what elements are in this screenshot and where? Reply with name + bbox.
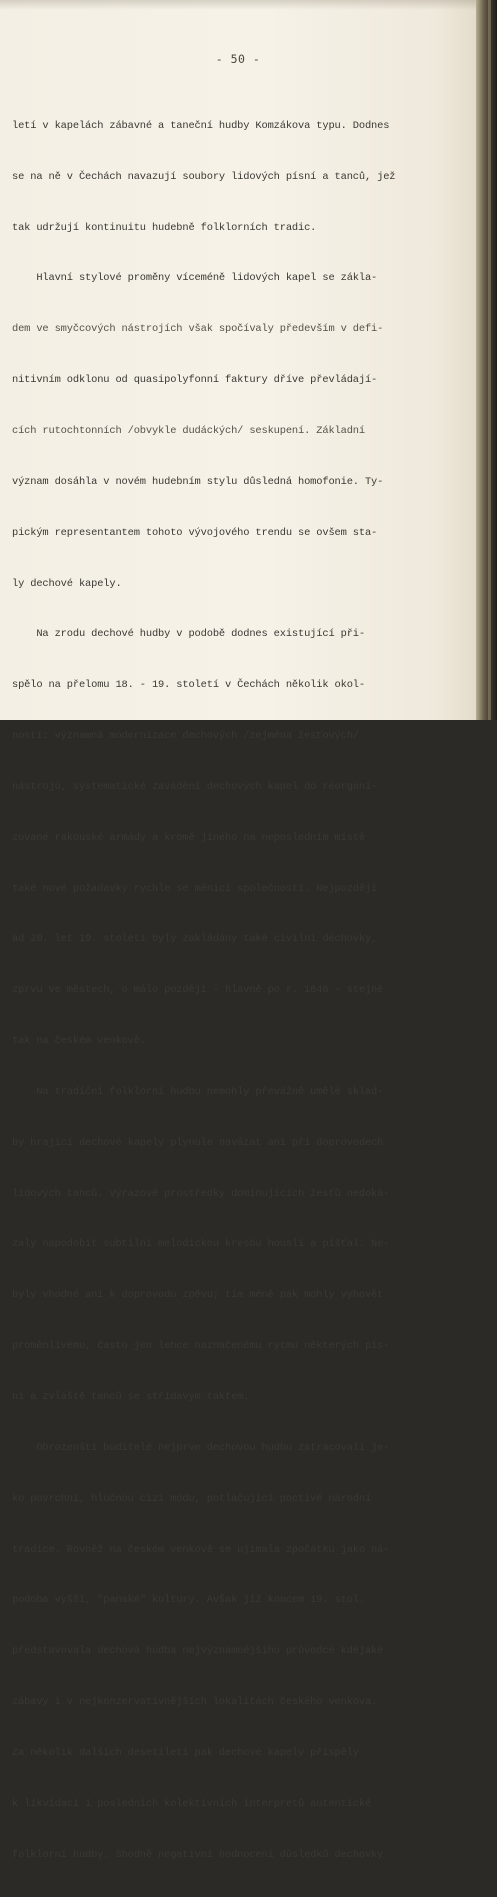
text-line: tak udržují kontinuitu hudebně folklorních tradic.	[12, 221, 317, 234]
text-line: představovala dechová hudba nejvýznamnějšího průvodce kdejaké	[12, 1645, 384, 1658]
text-line: také nové požadavky rychle se měnící společnosti. Nejpozději	[12, 882, 378, 895]
text-line: se na ně v Čechách navazují soubory lidových písní a tanců, jež	[12, 170, 396, 183]
body-text	[12, 84, 452, 1897]
text-line: Na zrodu dechové hudby v podobě dodnes existující při-	[12, 628, 365, 641]
text-line: Za několik dalších desetiletí pak dechové kapely přispěly	[12, 1746, 359, 1759]
text-line: zované rakouské armády a kromě jiného na neposledním místě	[12, 831, 365, 844]
text-line: ad 20. let 19. století byly zakládány také civilní dechovky,	[12, 933, 378, 946]
text-line: proměnlivému, často jen lehce naznačenému rytmu některých pís-	[12, 1340, 390, 1353]
text-line: tak na českém venkově.	[12, 1035, 146, 1048]
text-line: Obrozenští buditelé nejprve dechovou hudbu zatracovali je-	[12, 1441, 390, 1454]
text-line: nástrojů, systematické zavádění dechových kapel do reorgani-	[12, 780, 378, 793]
text-line: podoba vyšší, "panské" kultury. Avšak již koncem 19. stol.	[12, 1594, 365, 1607]
text-line: pickým representantem tohoto vývojového trendu se ovšem sta-	[12, 526, 378, 539]
page-number: - 50 -	[215, 52, 261, 66]
text-line: zaly napodobit subtilní melodickou kresbu houslí a píšťal. Ne-	[12, 1238, 390, 1251]
page-top-shadow	[0, 0, 476, 10]
spine-stripe	[488, 0, 491, 720]
text-line: nitivním odklonu od quasipolyfonní faktury dříve převládají-	[12, 374, 378, 387]
text-line: cích rutochtonních /obvykle dudáckých/ seskupení. Základní	[12, 424, 365, 437]
text-line: zábavy i v nejkonzervativnějších lokalitách českého venkova.	[12, 1696, 378, 1709]
text-line: folklorní hudby. Shodně negativní hodnocení důsledků dechovky	[12, 1848, 384, 1861]
text-line: dem ve smyčcových nástrojích však spočívaly především v defi-	[12, 323, 384, 336]
text-line: by hrající dechové kapely plynule navázat ani při doprovodech	[12, 1136, 384, 1149]
text-line: Na tradiční folklorní hudbu nemohly převážně umělé sklad-	[12, 1085, 384, 1098]
text-line: ní a zvláště tanců se střídavým taktem.	[12, 1391, 250, 1403]
text-line: ností: významná modernizace dechových /zejména žesťových/	[12, 730, 359, 743]
text-line: Hlavní stylové proměny víceméně lidových kapel se zákla-	[12, 272, 378, 285]
text-line: byly vhodné ani k doprovodu zpěvu; tím méně pak mohly vyhovět	[12, 1289, 384, 1302]
text-line: spělo na přelomu 18. - 19. století v Čechách několik okol-	[12, 679, 365, 692]
text-line: tradice. Rovněž na českém venkově se ujímala zpočátku jako ná-	[12, 1543, 390, 1556]
text-line: letí v kapelách zábavné a taneční hudby Komzákova typu. Dodnes	[12, 119, 390, 132]
text-line: význam dosáhla v novém hudebním stylu důsledná homofonie. Ty-	[12, 475, 384, 488]
text-line: lidových tanců. Výrazové prostředky dominujících žesťů nedoká-	[12, 1187, 390, 1200]
text-line: ko povrchní, hlučnou cizí módu, potlačující poctivé národní	[12, 1492, 372, 1505]
text-line: ly dechové kapely.	[12, 577, 122, 590]
text-line: zprvu ve městech, o málo později - hlavně po r. 1848 - stejně	[12, 984, 384, 997]
book-spine-edge	[476, 0, 497, 720]
text-line: k likvidaci i posledních kolektivních interpretů autentické	[12, 1797, 372, 1810]
